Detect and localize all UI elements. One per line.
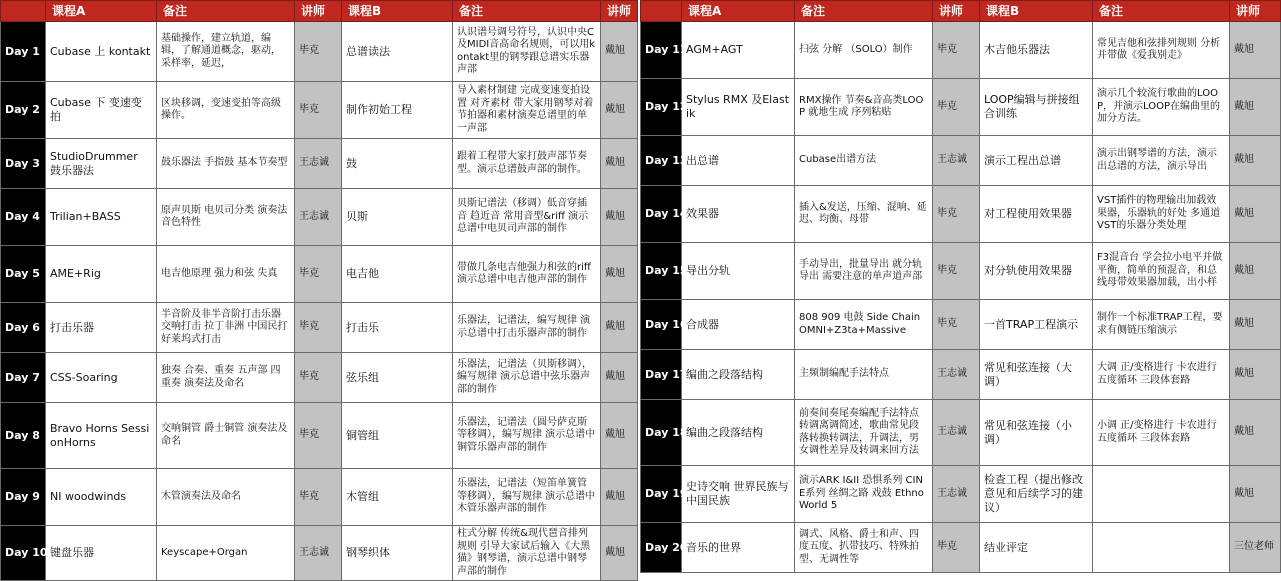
course-b-cell: 电吉他	[342, 246, 453, 303]
course-a-cell: Bravo Horns SessionHorns	[46, 403, 157, 469]
table-row	[1, 403, 638, 469]
header-teacher-a: 讲师	[295, 1, 342, 22]
table-row	[1, 139, 638, 189]
note-a-cell: 插入&发送，压缩、混响、延迟、均衡、母带	[795, 186, 933, 243]
header-course-b: 课程B	[342, 1, 453, 22]
table-row	[641, 350, 1281, 400]
course-a-cell: Trilian+BASS	[46, 189, 157, 246]
course-a-cell: AGM+AGT	[682, 22, 795, 79]
table-row	[641, 22, 1281, 79]
course-a-cell: 编曲之段落结构	[682, 350, 795, 400]
teacher-b-cell: 戴旭	[601, 353, 638, 403]
header-blank	[1, 1, 46, 22]
course-b-cell: 结业评定	[980, 523, 1093, 573]
table-row	[641, 79, 1281, 136]
note-a-cell: 电吉他原理 强力和弦 失真	[157, 246, 295, 303]
note-a-cell: RMX操作 节奏&音高类LOOP 就地生成 序列粘贴	[795, 79, 933, 136]
course-a-cell: NI woodwinds	[46, 469, 157, 526]
note-a-cell: 原声贝斯 电贝司分类 演奏法 音色特性	[157, 189, 295, 246]
note-a-cell: 木管演奏法及命名	[157, 469, 295, 526]
header-teacher-a: 讲师	[933, 1, 980, 22]
note-b-cell: 贝斯记谱法（移调）低音穿插音 趋近音 常用音型&riff 演示总谱中电贝司声部的制作	[453, 189, 601, 246]
table-row	[1, 526, 638, 581]
table-row	[641, 400, 1281, 466]
note-b-cell: 演示出钢琴谱的方法，演示出总谱的方法，演示导出	[1093, 136, 1230, 186]
course-b-cell: 打击乐	[342, 303, 453, 353]
course-b-cell: 总谱读法	[342, 22, 453, 82]
teacher-b-cell: 戴旭	[1230, 79, 1281, 136]
day-label: Day 17	[641, 350, 682, 400]
table-row	[641, 466, 1281, 523]
table-row	[641, 186, 1281, 243]
teacher-b-cell: 戴旭	[1230, 400, 1281, 466]
note-b-cell: 带做几条电吉他强力和弦的riff 演示总谱中电吉他声部的制作	[453, 246, 601, 303]
teacher-a-cell: 毕克	[295, 303, 342, 353]
note-a-cell: Keyscape+Organ	[157, 526, 295, 581]
note-a-cell: 演示ARK I&II 恐惧系列 CINE系列 丝绸之路 戏鼓 Ethno World 5	[795, 466, 933, 523]
course-b-cell: 演示工程出总谱	[980, 136, 1093, 186]
header-course-a: 课程A	[682, 1, 795, 22]
schedule-body-right	[641, 22, 1281, 573]
note-b-cell: 大调 正/变格进行 卡农进行 五度循环 三段体套路	[1093, 350, 1230, 400]
course-b-cell: 木管组	[342, 469, 453, 526]
course-a-cell: 打击乐器	[46, 303, 157, 353]
teacher-a-cell: 毕克	[295, 246, 342, 303]
note-a-cell: 扫弦 分解 （SOLO）制作	[795, 22, 933, 79]
teacher-b-cell: 戴旭	[601, 246, 638, 303]
schedule-table-left	[0, 0, 638, 581]
course-b-cell: 对分轨使用效果器	[980, 243, 1093, 300]
note-b-cell: 乐器法，记谱法（贝斯移调），编写规律 演示总谱中弦乐器声部的制作	[453, 353, 601, 403]
course-a-cell: AME+Rig	[46, 246, 157, 303]
note-a-cell: 调式、风格、爵士和声、四度五度、扒带技巧、特殊拍型、无调性等	[795, 523, 933, 573]
header-note-a: 备注	[795, 1, 933, 22]
course-a-cell: 音乐的世界	[682, 523, 795, 573]
day-label: Day 20	[641, 523, 682, 573]
day-label: Day 1	[1, 22, 46, 82]
teacher-a-cell: 毕克	[295, 403, 342, 469]
note-a-cell: 区块移调，变速变拍等高级操作。	[157, 82, 295, 139]
header-note-a: 备注	[157, 1, 295, 22]
table-header-row	[1, 1, 638, 22]
course-b-cell: 木吉他乐器法	[980, 22, 1093, 79]
course-a-cell: Cubase 上 kontakt	[46, 22, 157, 82]
header-course-b: 课程B	[980, 1, 1093, 22]
note-a-cell: 鼓乐器法 手指鼓 基本节奏型	[157, 139, 295, 189]
teacher-a-cell: 王志诚	[295, 139, 342, 189]
note-a-cell: 基础操作，建立轨道，编辑，了解通道概念，驱动，采样率，延迟，	[157, 22, 295, 82]
header-teacher-b: 讲师	[1230, 1, 1281, 22]
course-a-cell: 编曲之段落结构	[682, 400, 795, 466]
table-row	[641, 136, 1281, 186]
table-row	[1, 469, 638, 526]
schedule-table-right	[640, 0, 1281, 573]
note-b-cell: 导入素材制建 完成变速变拍设置 对齐素材 带大家用钢琴对着节拍器和素材演奏总谱里的单一声部	[453, 82, 601, 139]
day-label: Day 3	[1, 139, 46, 189]
day-label: Day 18	[641, 400, 682, 466]
teacher-b-cell: 戴旭	[1230, 300, 1281, 350]
course-a-cell: 效果器	[682, 186, 795, 243]
note-b-cell	[1093, 523, 1230, 573]
day-label: Day 7	[1, 353, 46, 403]
teacher-b-cell: 戴旭	[601, 403, 638, 469]
teacher-a-cell: 毕克	[295, 82, 342, 139]
teacher-a-cell: 王志诚	[933, 400, 980, 466]
note-a-cell: 独奏 合奏、重奏 五声部 四重奏 演奏法及命名	[157, 353, 295, 403]
note-b-cell: 跟着工程带大家打鼓声部节奏型。演示总谱鼓声部的制作。	[453, 139, 601, 189]
note-b-cell: 认识谱号调号符号，认识中央C及MIDI音高命名规则，可以用kontakt里的钢琴跟总谱实乐器声部	[453, 22, 601, 82]
table-header-row	[641, 1, 1281, 22]
day-label: Day 5	[1, 246, 46, 303]
table-row	[1, 353, 638, 403]
teacher-b-cell: 戴旭	[1230, 136, 1281, 186]
teacher-a-cell: 毕克	[933, 79, 980, 136]
table-row	[1, 82, 638, 139]
course-b-cell: LOOP编辑与拼接组合训练	[980, 79, 1093, 136]
header-blank	[641, 1, 682, 22]
note-a-cell: 主频制编配手法特点	[795, 350, 933, 400]
day-label: Day 9	[1, 469, 46, 526]
course-b-cell: 钢琴织体	[342, 526, 453, 581]
teacher-b-cell: 戴旭	[601, 82, 638, 139]
note-a-cell: 半音阶及非半音阶打击乐器 交响打击 拉丁非洲 中国民打 好莱坞式打击	[157, 303, 295, 353]
day-label: Day 10	[1, 526, 46, 581]
course-a-cell: Stylus RMX 及Elastik	[682, 79, 795, 136]
note-a-cell: Cubase出谱方法	[795, 136, 933, 186]
teacher-a-cell: 王志诚	[295, 189, 342, 246]
course-b-cell: 常见和弦连接（小调）	[980, 400, 1093, 466]
day-label: Day 16	[641, 300, 682, 350]
teacher-b-cell: 戴旭	[601, 189, 638, 246]
teacher-a-cell: 毕克	[933, 186, 980, 243]
header-note-b: 备注	[1093, 1, 1230, 22]
course-a-cell: StudioDrummer 鼓乐器法	[46, 139, 157, 189]
note-a-cell: 手动导出，批量导出 就分轨导出 需要注意的单声道声部	[795, 243, 933, 300]
course-b-cell: 铜管组	[342, 403, 453, 469]
note-b-cell: 小调 正/变格进行 卡农进行 五度循环 三段体套路	[1093, 400, 1230, 466]
note-b-cell: 乐器法，记谱法（圆号萨克斯等移调），编写规律 演示总谱中铜管乐器声部的制作	[453, 403, 601, 469]
note-b-cell	[1093, 466, 1230, 523]
teacher-a-cell: 王志诚	[933, 350, 980, 400]
table-row	[1, 189, 638, 246]
day-label: Day 2	[1, 82, 46, 139]
course-a-cell: 键盘乐器	[46, 526, 157, 581]
course-b-cell: 常见和弦连接（大调）	[980, 350, 1093, 400]
teacher-a-cell: 王志诚	[933, 466, 980, 523]
teacher-a-cell: 毕克	[933, 523, 980, 573]
day-label: Day 13	[641, 136, 682, 186]
day-label: Day 19	[641, 466, 682, 523]
teacher-b-cell: 戴旭	[1230, 186, 1281, 243]
course-a-cell: 史诗交响 世界民族与中国民族	[682, 466, 795, 523]
day-label: Day 14	[641, 186, 682, 243]
day-label: Day 12	[641, 79, 682, 136]
note-b-cell: 柱式分解 传统&现代琶音排列规则 引导大家试后输入《大黑猫》钢琴谱，演示总谱中钢琴声部的制作	[453, 526, 601, 581]
note-b-cell: 制作一个标准TRAP工程，要求有侧链压缩演示	[1093, 300, 1230, 350]
day-label: Day 8	[1, 403, 46, 469]
day-label: Day 11	[641, 22, 682, 79]
teacher-a-cell: 毕克	[933, 22, 980, 79]
teacher-b-cell: 戴旭	[601, 469, 638, 526]
course-a-cell: 导出分轨	[682, 243, 795, 300]
note-b-cell: 常见吉他和弦排列规则 分析并带做《爱我别走》	[1093, 22, 1230, 79]
day-label: Day 6	[1, 303, 46, 353]
teacher-b-cell: 三位老师	[1230, 523, 1281, 573]
teacher-a-cell: 王志诚	[295, 526, 342, 581]
teacher-b-cell: 戴旭	[601, 303, 638, 353]
header-course-a: 课程A	[46, 1, 157, 22]
note-a-cell: 交响铜管 爵士铜管 演奏法及命名	[157, 403, 295, 469]
table-row	[1, 22, 638, 82]
course-a-cell: CSS-Soaring	[46, 353, 157, 403]
teacher-b-cell: 戴旭	[1230, 466, 1281, 523]
note-b-cell: F3混音台 学会拉小电平并做平衡，简单的预混音，和总线母带效果器加载，出小样	[1093, 243, 1230, 300]
header-teacher-b: 讲师	[601, 1, 638, 22]
course-b-cell: 对工程使用效果器	[980, 186, 1093, 243]
table-row	[641, 243, 1281, 300]
course-b-cell: 弦乐组	[342, 353, 453, 403]
day-label: Day 4	[1, 189, 46, 246]
table-row	[641, 523, 1281, 573]
course-a-cell: Cubase 下 变速变拍	[46, 82, 157, 139]
note-b-cell: VST插件的物理输出加载效果器，乐器轨的好处 多通道VST的乐器分类处理	[1093, 186, 1230, 243]
teacher-b-cell: 戴旭	[1230, 350, 1281, 400]
header-note-b: 备注	[453, 1, 601, 22]
table-row	[641, 300, 1281, 350]
teacher-b-cell: 戴旭	[601, 22, 638, 82]
teacher-a-cell: 王志诚	[933, 136, 980, 186]
teacher-a-cell: 毕克	[295, 22, 342, 82]
note-b-cell: 乐器法，记谱法，编写规律 演示总谱中打击乐器声部的制作	[453, 303, 601, 353]
teacher-b-cell: 戴旭	[1230, 22, 1281, 79]
course-b-cell: 鼓	[342, 139, 453, 189]
day-label: Day 15	[641, 243, 682, 300]
teacher-a-cell: 毕克	[295, 469, 342, 526]
course-a-cell: 合成器	[682, 300, 795, 350]
teacher-a-cell: 毕克	[933, 300, 980, 350]
note-a-cell: 808 909 电鼓 Side Chain OMNI+Z3ta+Massive	[795, 300, 933, 350]
teacher-a-cell: 毕克	[295, 353, 342, 403]
table-row	[1, 303, 638, 353]
note-b-cell: 乐器法，记谱法（短笛单簧管等移调），编写规律 演示总谱中木管乐器声部的制作	[453, 469, 601, 526]
note-a-cell: 前奏间奏尾奏编配手法特点 转调离调简述，歌曲常见段落转换转调法，升调法，男女调性差异及转调来回方法	[795, 400, 933, 466]
teacher-b-cell: 戴旭	[1230, 243, 1281, 300]
course-b-cell: 一首TRAP工程演示	[980, 300, 1093, 350]
course-b-cell: 制作初始工程	[342, 82, 453, 139]
course-b-cell: 贝斯	[342, 189, 453, 246]
teacher-b-cell: 戴旭	[601, 139, 638, 189]
schedule-body-left	[1, 22, 638, 581]
table-row	[1, 246, 638, 303]
teacher-b-cell: 戴旭	[601, 526, 638, 581]
teacher-a-cell: 毕克	[933, 243, 980, 300]
note-b-cell: 演示几个较流行歌曲的LOOP，并演示LOOP在编曲里的加分方法。	[1093, 79, 1230, 136]
course-b-cell: 检查工程（提出修改意见和后续学习的建议）	[980, 466, 1093, 523]
course-a-cell: 出总谱	[682, 136, 795, 186]
